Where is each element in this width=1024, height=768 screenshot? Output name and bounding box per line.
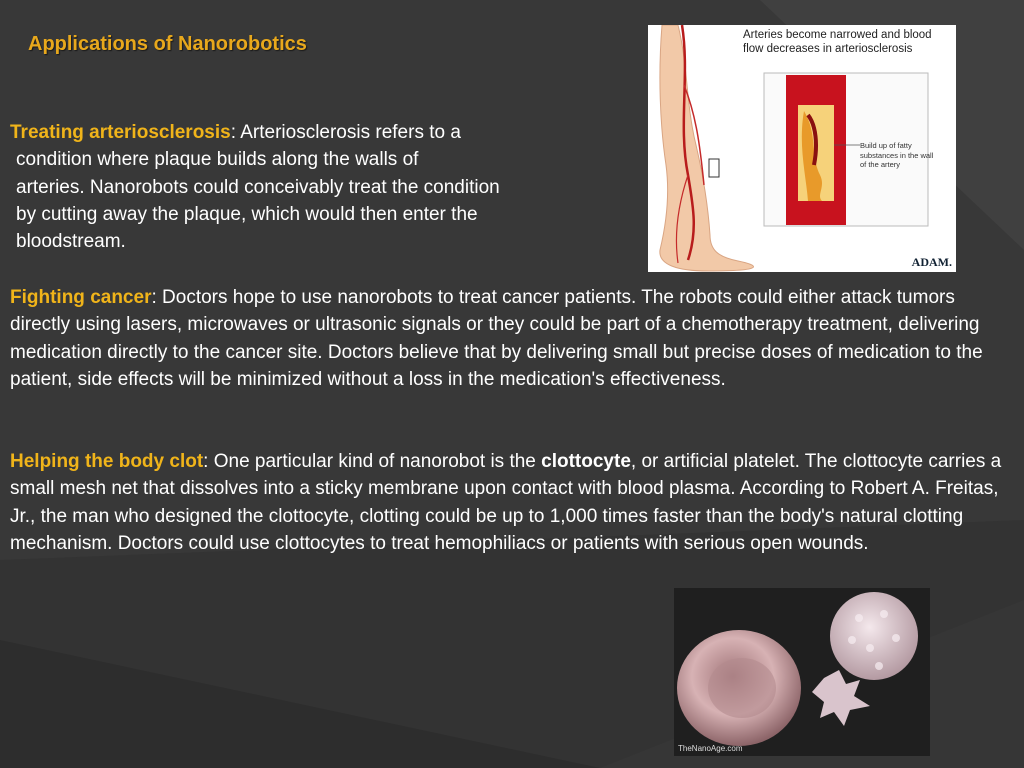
section-arteriosclerosis: [10, 119, 610, 255]
figure-caption: Arteries become narrowed and blood flow decreases in arteriosclerosis: [743, 29, 932, 55]
section-cancer: [10, 284, 1010, 393]
adam-logo: ADAM.: [911, 255, 952, 269]
section-body: : Doctors hope to use nanorobots to treat cancer patients. The robots could either attack tumors directly using lasers, microwaves or ultrasonic signals or they could be part of a chemotherapy treatment, delivering medication directly to the cancer site. Doctors believe that by delivering small but precise doses of medication to the patient, side effects will be minimized without a loss in the medication's effectiveness.: [10, 287, 983, 390]
section-line: by cutting away the plaque, which would then enter the: [16, 203, 478, 225]
keyword-cancer: Fighting cancer: [10, 287, 152, 308]
keyword-arteriosclerosis: Treating arteriosclerosis: [10, 122, 231, 143]
section-line: : Arteriosclerosis refers to a: [230, 122, 461, 143]
blood-cells-micrograph: [674, 588, 930, 756]
page-title: Applications of Nanorobotics: [28, 33, 307, 55]
section-line: condition where plaque builds along the walls of: [16, 149, 419, 171]
section-line: bloodstream.: [16, 231, 126, 253]
image-credit: TheNanoAge.com: [678, 744, 743, 753]
artery-illustration: [648, 25, 956, 272]
term-clottocyte: clottocyte: [541, 451, 631, 472]
section-line: arteries. Nanorobots could conceivably treat the condition: [16, 176, 500, 198]
section-body: , or artificial platelet. The clottocyte carries a small mesh net that dissolves into a sticky membrane upon contact with blood plasma. According to Robert A. Freitas, Jr., the man who designed the clottocyte, clotting could be up to 1,000 times faster than the body's natural clotting mechanism. Doctors could use clottocytes to treat hemophiliacs or patients with serious open wounds.: [10, 451, 1002, 554]
section-clotting: [10, 448, 1010, 557]
cells-drawing: [674, 588, 930, 756]
figure-side-label: Build up of fatty substances in the wall of the artery: [860, 141, 934, 169]
keyword-clotting: Helping the body clot: [10, 451, 204, 472]
section-body: : One particular kind of nanorobot is the: [203, 451, 542, 472]
